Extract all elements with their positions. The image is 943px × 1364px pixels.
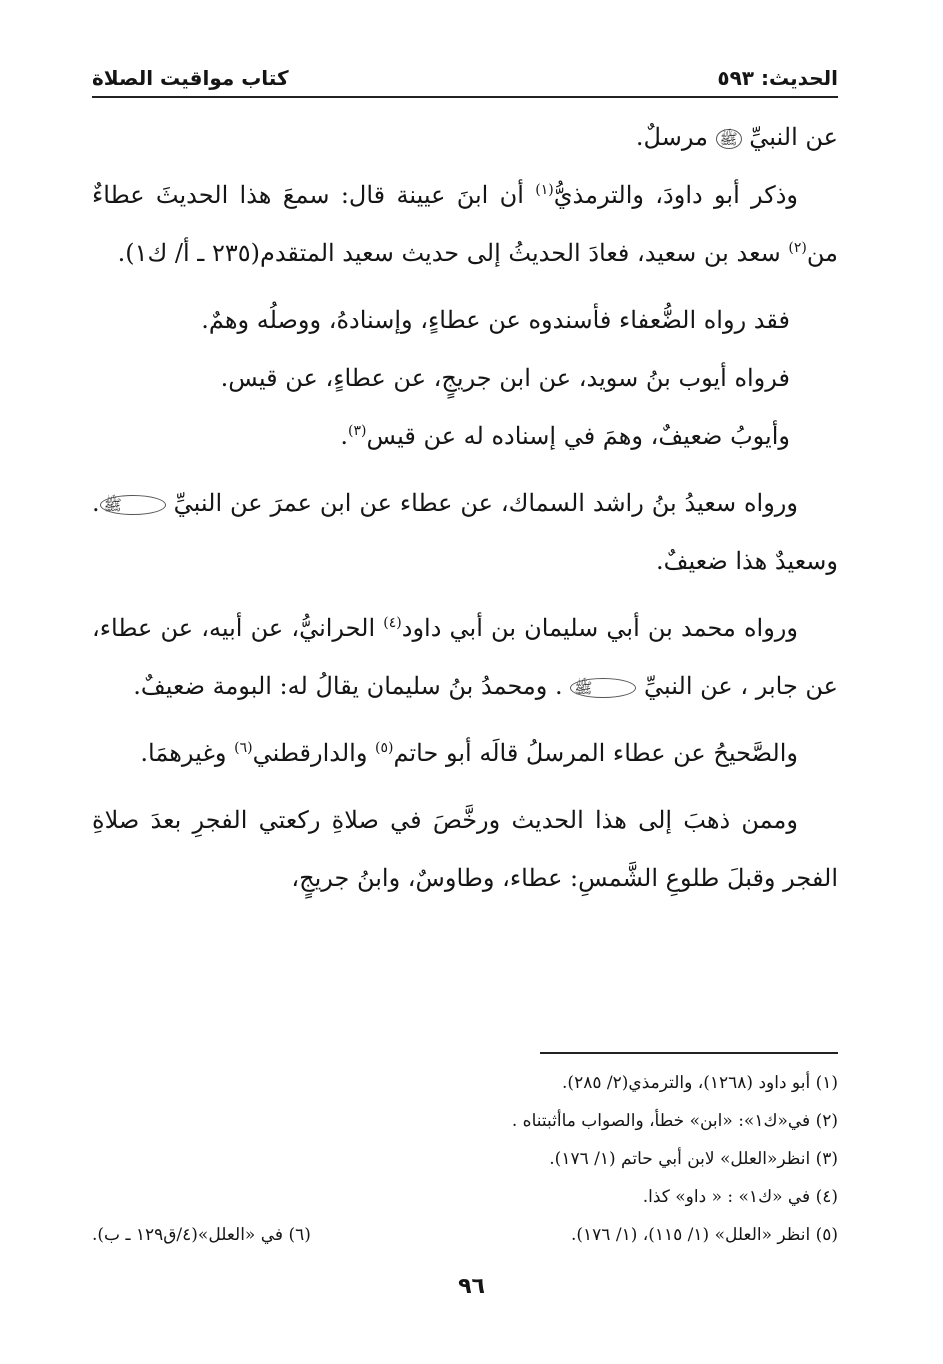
chapter-title: كتاب مواقيت الصلاة [92,66,289,90]
running-header [92,58,838,98]
salla-glyph: ﷺ [100,495,166,515]
paragraph-7: ورواه محمد بن أبي سليمان بن أبي داود$^{(٤)}$ الحرانيُّ، عن أبيه، عن عطاء، عن جابر ، عن النبيِّ ﷺ . ومحمدُ بنُ سليمان يقالُ له: البومة ضعيفٌ. [92,614,838,700]
footnote-ref[interactable]: (٦) [234,740,253,756]
footnotes [92,1064,838,1254]
footnote-1: (١) أبو داود (١٢٦٨)، والترمذي(٢/ ٢٨٥). [562,1073,838,1093]
footnote-ref[interactable]: (٥) [375,740,394,756]
footnote-row-5-6 [92,1216,838,1254]
salla-glyph: ﷺ [570,678,636,698]
footnote-5: (٥) انظر «العلل» (١/ ١١٥)، (١/ ١٧٦). [570,1225,838,1245]
paragraph-5: وأيوبُ ضعيفٌ، وهمَ في إسناده له عن قيس$^{(٣)}$. [340,422,790,450]
paragraph-1: عن النبيِّ ﷺ مرسلٌ. [635,123,838,151]
paragraph-8: والصَّحيحُ عن عطاء المرسلُ قالَه أبو حاتم$^{(٥)}$ والدارقطني$^{(٦)}$ وغيرهمَا. [140,739,798,767]
paragraph-3: فقد رواه الضُّعفاء فأسندوه عن عطاءٍ، وإسنادهُ، ووصلُه وهمٌ. [201,306,790,334]
footnote-6: (٦) في «العلل»(٤/ق١٢٩ ـ ب). [92,1225,311,1245]
paragraph-6: ورواه سعيدُ بنُ راشد السماك، عن عطاء عن ابن عمرَ عن النبيِّ ﷺ. وسعيدٌ هذا ضعيفٌ. [92,489,838,575]
salla-glyph: ﷺ [716,129,742,149]
footnote-ref[interactable]: (٢) [788,240,807,256]
paragraph-4: فرواه أيوب بنُ سويد، عن ابن جريجٍ، عن عطاءٍ، عن قيس. [220,364,790,392]
footnote-3: (٣) انظر«العلل» لابن أبي حاتم (١/ ١٧٦). [549,1149,838,1169]
paragraph-9: وممن ذهبَ إلى هذا الحديث ورخَّصَ في صلاةِ ركعتي الفجرِ بعدَ صلاةِ الفجر وقبلَ طلوعِ الشَّمسِ: عطاء، وطاوسٌ، وابنُ جريجٍ، [92,806,838,892]
footnote-ref[interactable]: (٤) [383,615,402,631]
page-number: ٩٦ [458,1274,485,1299]
footnote-ref[interactable]: (١) [535,182,554,198]
paragraph-2: وذكر أبو داودَ، والترمذيُّ$^{(١)}$ أن ابنَ عيينة قال: سمعَ هذا الحديثَ عطاءٌ من$^{(٢)}$ سعد بن سعيد، فعادَ الحديثُ إلى حديث سعيد المتقدم(٢٣٥ ـ أ/ ك١). [92,181,838,267]
footnote-4: (٤) في «ك١» : « داو» كذا. [642,1187,838,1207]
hadith-number: الحديث: ٥٩٣ [717,66,838,90]
footnote-ref[interactable]: (٣) [348,423,367,439]
main-text [92,108,838,916]
footnote-2: (٢) في«ك١»: «ابن» خطأ، والصواب ماأثبتناه . [511,1111,838,1131]
footnote-divider [540,1052,838,1054]
